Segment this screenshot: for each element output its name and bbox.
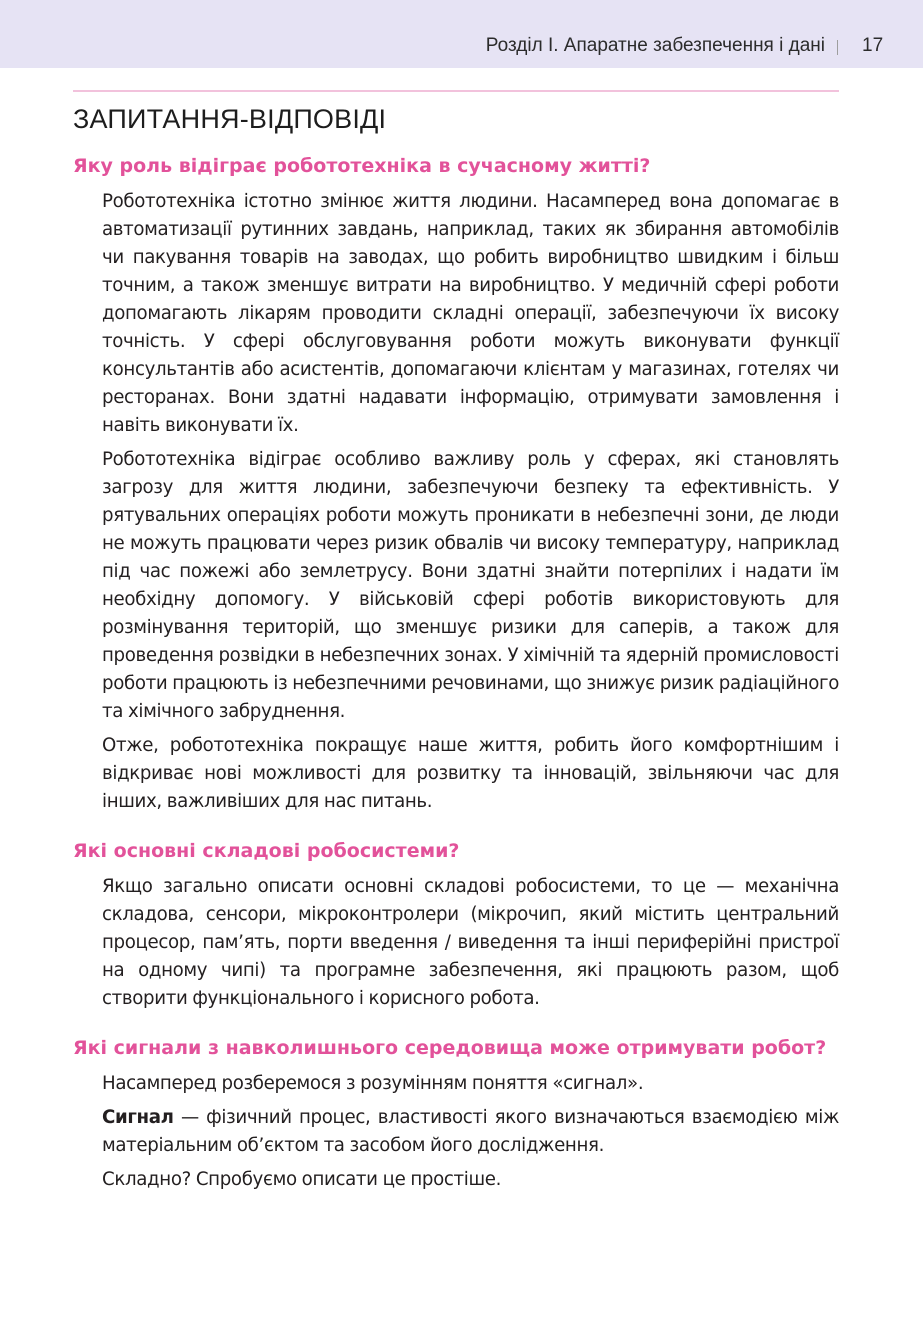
header-separator xyxy=(837,40,838,55)
qa-block-robot-signals xyxy=(73,1035,839,1194)
answer-paragraph: Отже, робототехніка покращує наше життя, робить його комфортнішим і відкриває нові можливості для розвитку та інновацій, звільняючи час для інших, важливіших для нас питань. xyxy=(102,735,839,812)
definition-term: Сигнал xyxy=(102,1107,174,1128)
definition-text: — фізичний процес, властивості якого визначаються взаємодією між матеріальним об’єктом та засобом його дослідження. xyxy=(102,1107,839,1156)
header-band xyxy=(0,0,923,68)
question-heading: Які основні складові робосистеми? xyxy=(73,840,460,862)
answer-paragraph: Насамперед розберемося з розумінням поняття «сигнал». xyxy=(102,1073,644,1094)
page-number: 17 xyxy=(862,35,884,56)
question-heading: Яку роль відіграє робототехніка в сучасному житті? xyxy=(73,155,651,177)
running-header-title: Розділ I. Апаратне забезпечення і дані xyxy=(485,35,825,56)
page-content xyxy=(73,104,839,1200)
answer-paragraph: Робототехніка відіграє особливо важливу роль у сферах, які становлять загрозу для життя людини, забезпечуючи безпеку та ефективність. У рятувальних операціях роботи можуть проникати в небезпечні зони, де люди не можуть працювати через ризик обвалів чи високу температуру, наприклад під час пожежі або землетрусу. Вони здатні знайти потерпілих і надати їм необхідну допомогу. У військовій сфері роботів використовують для розмінування територій, що зменшує ризики для саперів, а також для проведення розвідки в небезпечних зонах. У хімічній та ядерній промисловості роботи працюють із небезпечними речовинами, що знижує ризик радіаційного та хімічного забруднення. xyxy=(102,449,839,722)
qa-block-robotics-role xyxy=(73,153,839,816)
qa-block-robosystem-components xyxy=(73,838,839,1013)
answer-paragraph: Складно? Спробуємо описати це простіше. xyxy=(102,1169,502,1190)
definition-paragraph xyxy=(73,1104,839,1160)
answer-paragraph: Якщо загально описати основні складові робосистеми, то це — механічна складова, сенсори, мікроконтролери (мікрочип, який містить центральний процесор, пам’ять, порти введення / виведення та інші периферійні пристрої на одному чипі) та програмне забезпечення, які працюють разом, щоб створити функціонального і корисного робота. xyxy=(102,876,839,1009)
section-divider xyxy=(73,90,839,92)
question-heading: Які сигнали з навколишнього середовища може отримувати робот? xyxy=(73,1037,827,1059)
section-title: ЗАПИТАННЯ-ВІДПОВІДІ xyxy=(73,104,387,134)
answer-paragraph: Робототехніка істотно змінює життя людини. Насамперед вона допомагає в автоматизації рутинних завдань, наприклад, таких як збирання автомобілів чи пакування товарів на заводах, що робить виробництво швидким і більш точним, а також зменшує витрати на виробництво. У медичній сфері роботи допомагають лікарям проводити складні операції, забезпечуючи їх високу точність. У сфері обслуговування роботи можуть виконувати функції консультантів або асистентів, допомагаючи клієнтам у магазинах, готелях чи ресторанах. Вони здатні надавати інформацію, отримувати замовлення і навіть виконувати їх. xyxy=(102,191,839,436)
